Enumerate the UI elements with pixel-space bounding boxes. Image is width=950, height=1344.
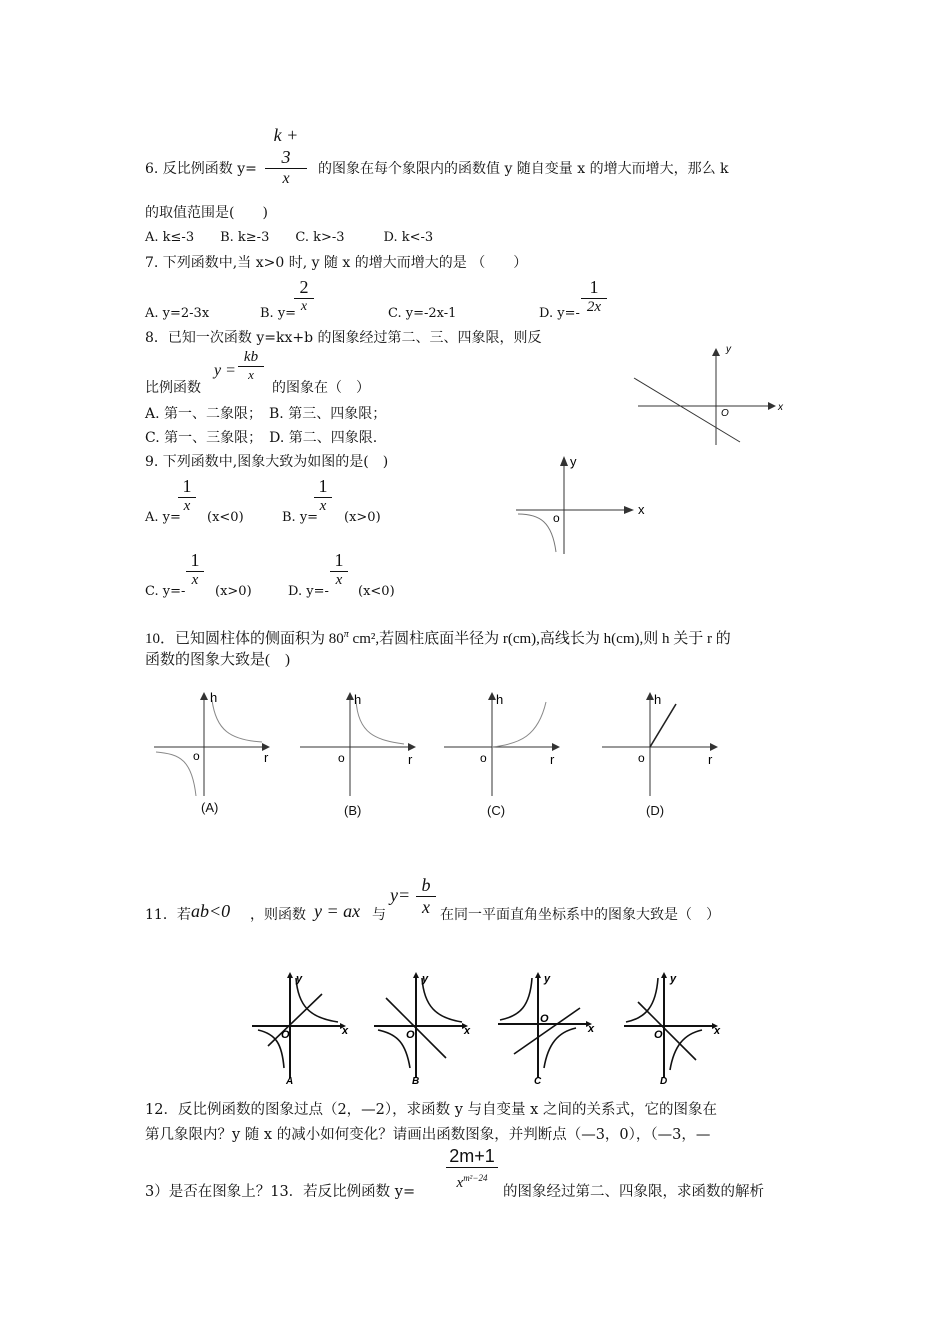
q8-stem: 8．已知一次函数 y=kx+b 的图象经过第二、三、四象限，则反 <box>145 330 542 346</box>
q13-frac-den <box>446 1168 498 1193</box>
q9-opt-b-den: x <box>319 498 327 514</box>
q6-fraction <box>265 124 307 189</box>
q11-func2-frac <box>416 874 436 917</box>
q10-c-r: r <box>550 752 555 767</box>
q11-post: 在同一平面直角坐标系中的图象大致是（ ） <box>440 907 720 923</box>
q10-b-r: r <box>408 752 413 767</box>
q10-a-h: h <box>210 690 218 705</box>
q10-label-a: (A) <box>201 800 219 815</box>
q12-line3-post: 的图象经过第二、四象限，求函数的解析 <box>503 1184 764 1200</box>
q7-opt-c: C. y=-2x-1 <box>388 306 457 321</box>
q11-graph-b <box>370 968 480 1086</box>
q7-opt-d-num: 1 <box>589 277 599 297</box>
q10-line1-unit: cm² <box>348 631 376 647</box>
q9-opt-d-frac <box>330 549 348 589</box>
q11-label-d: D <box>660 1076 668 1086</box>
q8-frac-lhs: y = <box>214 362 236 379</box>
q11-label-a: A <box>286 1076 294 1086</box>
q10-graph-b <box>296 690 426 800</box>
q9-opt-a-den: x <box>183 498 191 514</box>
q10-d-h: h <box>654 692 662 707</box>
q11-b-y: y <box>422 973 429 985</box>
q8-graph-x: x <box>778 402 783 413</box>
q9-opt-b-frac <box>314 475 332 515</box>
q10-line2: 函数的图象大致是( ) <box>145 652 290 668</box>
q13-frac-den-base: x <box>456 1175 464 1191</box>
q8-frac-num: kb <box>238 348 264 367</box>
q9-graph-o: o <box>553 511 560 525</box>
q9-graph <box>512 452 662 562</box>
q9-opt-a-cond: (x<0) <box>207 510 244 525</box>
q8-opt-ab: A. 第一、二象限； B. 第三、四象限； <box>145 406 387 422</box>
q9-opt-a-frac <box>178 475 196 515</box>
q7-opt-b-den: x <box>294 298 314 315</box>
q9-opt-d-den: x <box>335 572 343 588</box>
q10-c-h: h <box>496 692 504 707</box>
q8-line2-post: 的图象在（ ） <box>272 380 370 396</box>
q9-opt-b-cond: (x>0) <box>344 510 381 525</box>
q11-func1: y = ax <box>314 901 361 921</box>
q11-pre: 11．若 <box>145 907 191 923</box>
q10-a-o: o <box>193 749 200 763</box>
q8-graph-y: y <box>726 344 731 355</box>
q13-fraction <box>446 1145 498 1193</box>
q10-line1-pre: 10．已知圆柱体的侧面积为 80 <box>145 631 344 647</box>
q11-mid: ，则函数 <box>250 907 306 923</box>
q11-a-o: O <box>281 1029 290 1041</box>
q8-graph <box>630 340 790 450</box>
q8-opt-cd: C. 第一、三象限； D. 第二、四象限. <box>145 430 378 446</box>
q10-b-o: o <box>338 751 345 765</box>
q10-b-h: h <box>354 692 362 707</box>
q7-stem: 7. 下列函数中,当 x>0 时, y 随 x 的增大而增大的是 （ ） <box>145 255 528 271</box>
q9-opt-b-pre: B. y= <box>282 510 319 525</box>
q9-opt-c-cond: (x>0) <box>215 584 252 599</box>
q11-cond: ab<0 <box>191 901 231 921</box>
q11-a-y: y <box>296 973 303 985</box>
q9-opt-b-num: 1 <box>314 475 332 498</box>
q10-a-r: r <box>264 750 269 765</box>
q7-opt-d-pre: D. y=- <box>539 306 580 321</box>
q9-stem: 9. 下列函数中,图象大致为如图的是( ) <box>145 454 389 470</box>
q9-opt-d-pre: D. y=- <box>288 584 329 599</box>
q8-fraction <box>238 348 264 383</box>
q8-line2-pre: 比例函数 <box>145 380 201 396</box>
q11-label-b: B <box>412 1076 420 1086</box>
q10-line1-post: ,若圆柱底面半径为 r(cm),高线长为 h(cm),则 h 关于 r 的 <box>375 631 731 647</box>
q10-line1 <box>145 626 731 648</box>
q10-graph-c <box>440 690 570 800</box>
q11-c-y: y <box>544 973 551 985</box>
q9-opt-a-pre: A. y= <box>145 510 181 525</box>
q11-d-x: x <box>714 1025 721 1037</box>
q11-label-c: C <box>534 1076 542 1086</box>
q11-func2-num: b <box>416 874 436 897</box>
q9-graph-x: x <box>638 502 645 517</box>
q11-c-o: O <box>540 1013 549 1025</box>
q7-opt-a: A. y=2-3x <box>145 306 210 321</box>
q12-line1: 12．反比例函数的图象过点（2，—2），求函数 y 与自变量 x 之间的关系式，它的图象在 <box>145 1102 717 1118</box>
q7-opt-b-frac <box>294 276 314 315</box>
q13-frac-num: 2m+1 <box>446 1145 498 1168</box>
q8-graph-o: O <box>721 408 729 419</box>
q10-c-o: o <box>480 751 487 765</box>
q7-opt-d-frac <box>581 276 607 316</box>
q10-label-c: (C) <box>487 803 506 818</box>
q8-frac-den: x <box>248 367 254 382</box>
q6-line2: 的取值范围是( ) <box>145 205 268 221</box>
q10-graph-d <box>598 690 728 800</box>
q9-opt-c-num: 1 <box>186 549 204 572</box>
q11-func2-den: x <box>422 897 430 917</box>
pi-symbol: π <box>343 629 349 640</box>
q9-opt-d-cond: (x<0) <box>358 584 395 599</box>
q11-d-y: y <box>670 973 677 985</box>
q11-c-x: x <box>588 1023 595 1035</box>
q6-frac-num: k + 3 <box>265 124 307 169</box>
q6-options: A. k≤-3 B. k≥-3 C. k>-3 D. k<-3 <box>145 230 434 245</box>
q11-func2-lhs: y= <box>390 885 411 905</box>
q11-graph-c <box>494 968 604 1086</box>
q10-d-o: o <box>638 751 645 765</box>
q9-opt-a-num: 1 <box>178 475 196 498</box>
q9-opt-c-den: x <box>191 572 199 588</box>
q11-conj: 与 <box>372 907 386 923</box>
q11-b-x: x <box>464 1025 471 1037</box>
q13-frac-den-exp: m²−24 <box>463 1173 488 1183</box>
q7-opt-b-num: 2 <box>299 277 309 297</box>
q11-graph-d <box>620 968 730 1086</box>
q11-d-o: O <box>654 1029 663 1041</box>
q6-line1-pre: 6. 反比例函数 y= <box>145 161 257 177</box>
q10-d-r: r <box>708 752 713 767</box>
q9-opt-c-pre: C. y=- <box>145 584 186 599</box>
q10-label-b: (B) <box>344 803 362 818</box>
q10-graph-a <box>150 690 280 800</box>
q11-graph-a <box>248 968 358 1086</box>
q11-b-o: O <box>406 1029 415 1041</box>
q9-graph-y: y <box>570 454 577 469</box>
q6-line1-post: 的图象在每个象限内的函数值 y 随自变量 x 的增大而增大，那么 k <box>318 161 729 177</box>
q7-opt-d-den: 2x <box>581 298 607 316</box>
q9-opt-c-frac <box>186 549 204 589</box>
q11-a-x: x <box>342 1025 349 1037</box>
q6-frac-den: x <box>282 170 290 187</box>
q10-label-d: (D) <box>646 803 665 818</box>
q12-line3-pre: 3）是否在图象上？13．若反比例函数 y= <box>145 1184 416 1200</box>
q7-opt-b-pre: B. y= <box>260 306 297 321</box>
q12-line2: 第几象限内？y 随 x 的减小如何变化？请画出函数图象，并判断点（—3，0），（—3，— <box>145 1127 711 1143</box>
q9-opt-d-num: 1 <box>330 549 348 572</box>
